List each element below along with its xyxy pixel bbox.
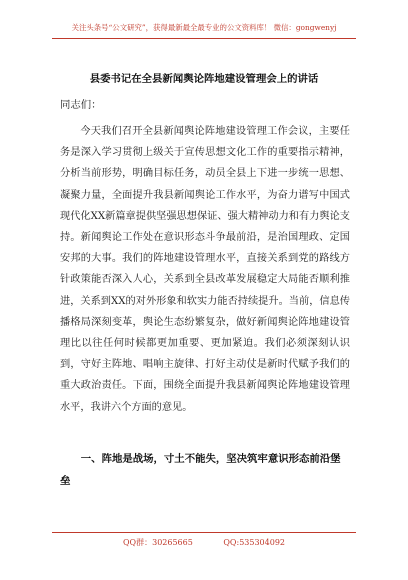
footer-qq-group: QQ群：30265665 [122, 538, 193, 547]
footer-qq: QQ:535304092 [223, 538, 285, 547]
footer-divider [52, 532, 356, 533]
header-divider [52, 38, 356, 39]
body-paragraph: 今天我们召开全县新闻舆论阵地建设管理工作会议，主要任务是深入学习贯彻上级关于宣传思想文化工作的重要指示精神，分析当前形势，明确目标任务，动员全县上下进一步统一思想、凝聚力量，全面提升我县新闻舆论工作水平，为奋力谱写中国式现代化XX新篇章提供坚强思想保证、强大精神动力和有力舆论支持。新闻舆论工作处在意识形态斗争最前沿，是治国理政、定国安邦的大事。我们的阵地建设管理水平，直接关系到党的路线方针政策能否深入人心，关系到全县改革发展稳定大局能否顺利推进，关系到XX的对外形象和软实力能否持续提升。当前，信息传播格局深刻变革，舆论生态纷繁复杂，做好新闻舆论阵地建设管理比以往任何时候都更加重要、更加紧迫。我们必须深刻认识到，守好主阵地、唱响主旋律、打好主动仗是新时代赋予我们的重大政治责任。下面，围绕全面提升我县新闻舆论阵地建设管理水平，我讲六个方面的意见。 [60, 126, 350, 413]
header-banner: 关注头条号“公文研究”，获得最新最全最专业的公文资料库！ 微信：gongwenyj [71, 23, 337, 32]
salutation: 同志们： [60, 99, 102, 111]
section-heading-1: 一、阵地是战场，寸土不能失，坚决筑牢意识形态前沿堡垒 [60, 453, 341, 487]
footer [0, 537, 408, 548]
document-title: 县委书记在全县新闻舆论阵地建设管理会上的讲话 [89, 73, 319, 85]
